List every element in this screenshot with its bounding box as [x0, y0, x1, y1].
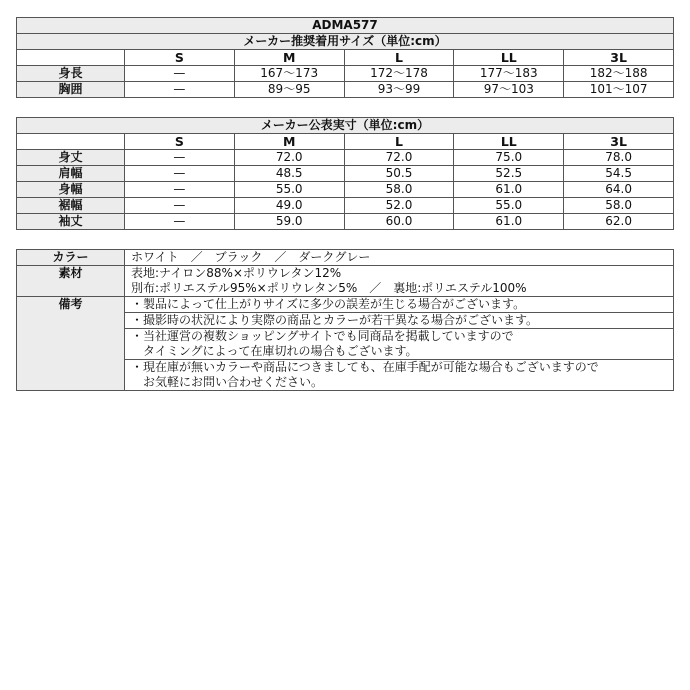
- product-details-table: [16, 249, 674, 391]
- cell-value: —: [125, 150, 235, 166]
- cell-value: 72.0: [234, 150, 344, 166]
- note-line: お気軽にお問い合わせください。: [131, 375, 324, 389]
- recommended-size-title: メーカー推奨着用サイズ（単位:cm）: [17, 34, 674, 50]
- cell-value: 58.0: [344, 182, 454, 198]
- size-header: L: [344, 134, 454, 150]
- material-row: [17, 266, 674, 297]
- cell-value: 49.0: [234, 198, 344, 214]
- table-row: [17, 82, 674, 98]
- size-header-row: [17, 50, 674, 66]
- row-label: 身幅: [17, 182, 125, 198]
- cell-value: 50.5: [344, 166, 454, 182]
- cell-value: 58.0: [564, 198, 674, 214]
- actual-size-title: メーカー公表実寸（単位:cm）: [17, 118, 674, 134]
- cell-value: 60.0: [344, 214, 454, 230]
- color-value: ホワイト ／ ブラック ／ ダークグレー: [125, 250, 674, 266]
- cell-value: 182～188: [564, 66, 674, 82]
- cell-value: 89～95: [234, 82, 344, 98]
- table-row: [17, 66, 674, 82]
- table-row: [17, 198, 674, 214]
- row-label: 身丈: [17, 150, 125, 166]
- cell-value: —: [125, 214, 235, 230]
- size-header: L: [344, 50, 454, 66]
- corner-cell: [17, 50, 125, 66]
- cell-value: —: [125, 82, 235, 98]
- material-line: 表地:ナイロン88%×ポリウレタン12%: [131, 266, 342, 280]
- actual-size-table: [16, 117, 674, 230]
- color-row: [17, 250, 674, 266]
- note-item: [125, 297, 674, 313]
- material-line: 別布:ポリエステル95%×ポリウレタン5% ／ 裏地:ポリエステル100%: [131, 281, 527, 295]
- material-value: [125, 266, 674, 297]
- row-label: 裾幅: [17, 198, 125, 214]
- table-row: [17, 214, 674, 230]
- cell-value: 177～183: [454, 66, 564, 82]
- cell-value: 75.0: [454, 150, 564, 166]
- size-header: M: [234, 134, 344, 150]
- size-header: LL: [454, 50, 564, 66]
- size-header: LL: [454, 134, 564, 150]
- note-item: [125, 313, 674, 329]
- notes-row: [17, 297, 674, 313]
- cell-value: 52.0: [344, 198, 454, 214]
- cell-value: 72.0: [344, 150, 454, 166]
- note-line: ・当社運営の複数ショッピングサイトでも同商品を掲載していますので: [131, 329, 514, 343]
- material-label: 素材: [17, 266, 125, 297]
- size-header: M: [234, 50, 344, 66]
- cell-value: 167～173: [234, 66, 344, 82]
- cell-value: 48.5: [234, 166, 344, 182]
- cell-value: 54.5: [564, 166, 674, 182]
- size-header-row: [17, 134, 674, 150]
- table-row: [17, 182, 674, 198]
- table-row: [17, 166, 674, 182]
- row-label: 身長: [17, 66, 125, 82]
- cell-value: 78.0: [564, 150, 674, 166]
- cell-value: 61.0: [454, 214, 564, 230]
- cell-value: 93～99: [344, 82, 454, 98]
- notes-label: 備考: [17, 297, 125, 391]
- cell-value: 62.0: [564, 214, 674, 230]
- cell-value: 52.5: [454, 166, 564, 182]
- cell-value: 64.0: [564, 182, 674, 198]
- cell-value: —: [125, 166, 235, 182]
- row-label: 袖丈: [17, 214, 125, 230]
- table-row: [17, 150, 674, 166]
- note-item: [125, 360, 674, 391]
- row-label: 胸囲: [17, 82, 125, 98]
- cell-value: 59.0: [234, 214, 344, 230]
- row-label: 肩幅: [17, 166, 125, 182]
- size-header: S: [125, 50, 235, 66]
- cell-value: —: [125, 182, 235, 198]
- cell-value: —: [125, 198, 235, 214]
- note-line: ・現在庫が無いカラーや商品につきましても、在庫手配が可能な場合もございますので: [131, 360, 599, 374]
- note-item: [125, 329, 674, 360]
- recommended-size-table: [16, 17, 674, 98]
- cell-value: 61.0: [454, 182, 564, 198]
- color-label: カラー: [17, 250, 125, 266]
- size-header: 3L: [564, 134, 674, 150]
- cell-value: 101～107: [564, 82, 674, 98]
- note-line: タイミングによって在庫切れの場合もございます。: [131, 344, 418, 358]
- model-number: ADMA577: [17, 18, 674, 34]
- size-header: 3L: [564, 50, 674, 66]
- size-header: S: [125, 134, 235, 150]
- corner-cell: [17, 134, 125, 150]
- cell-value: 55.0: [454, 198, 564, 214]
- cell-value: 55.0: [234, 182, 344, 198]
- note-line: ・撮影時の状況により実際の商品とカラーが若干異なる場合がございます。: [131, 313, 539, 327]
- note-line: ・製品によって仕上がりサイズに多少の誤差が生じる場合がございます。: [131, 297, 526, 311]
- cell-value: 172～178: [344, 66, 454, 82]
- cell-value: 97～103: [454, 82, 564, 98]
- cell-value: —: [125, 66, 235, 82]
